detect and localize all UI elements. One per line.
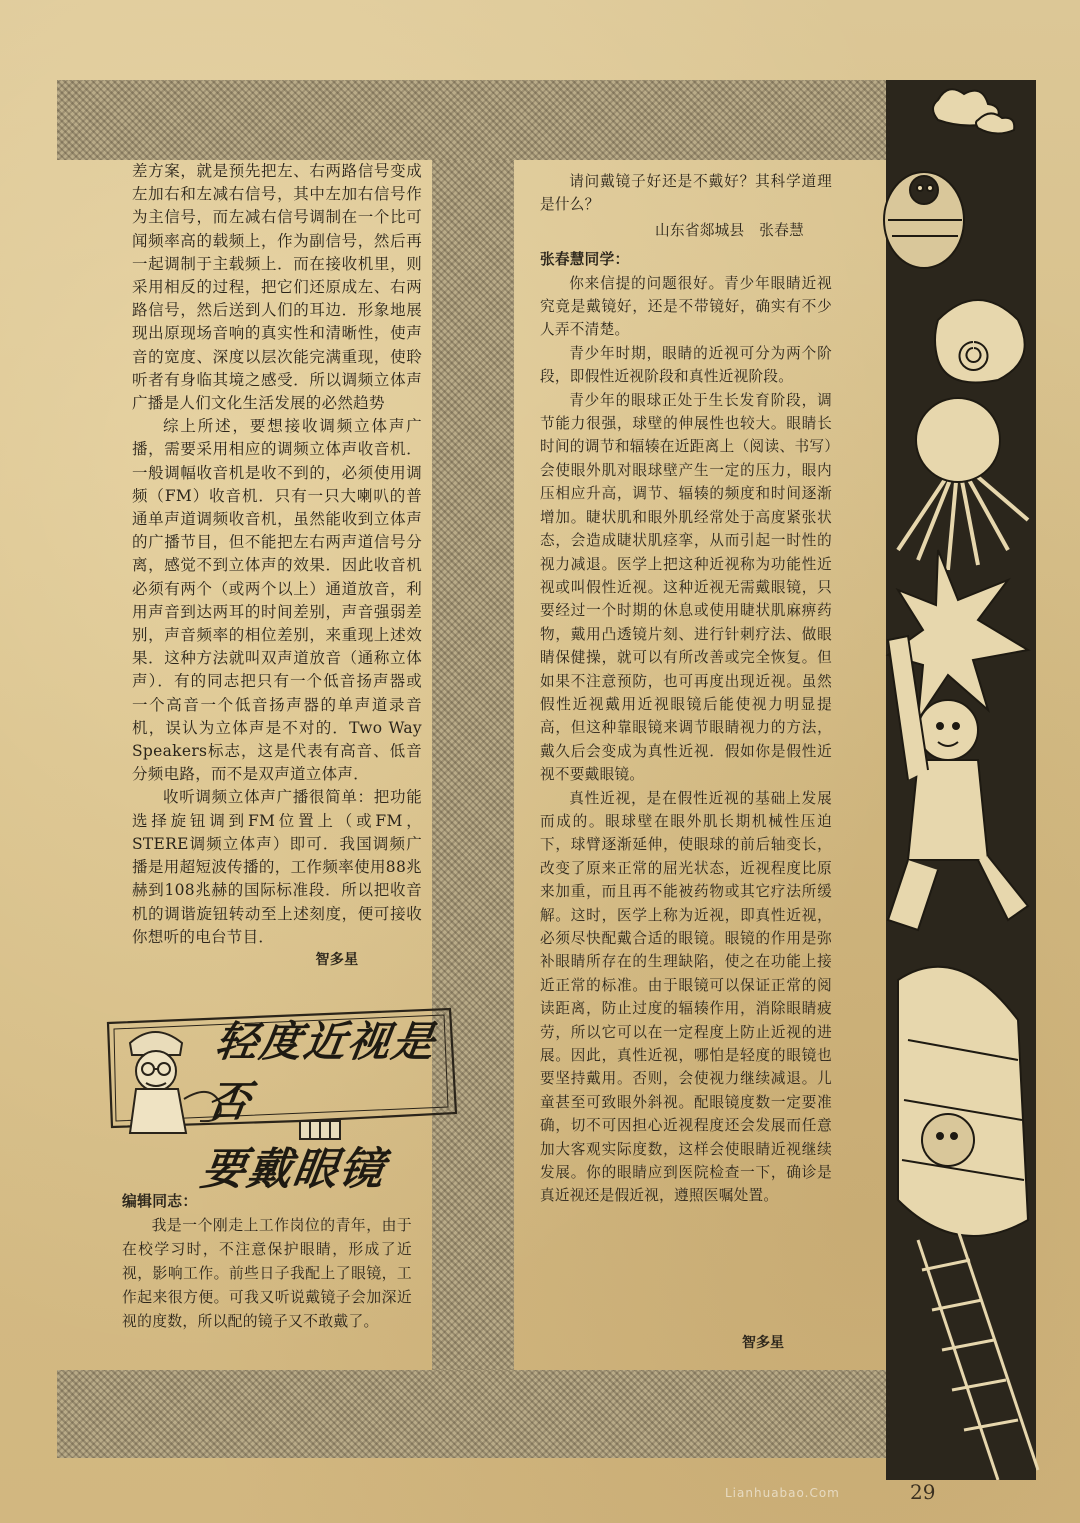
headline-line-1: 轻度近视是否 [203, 1017, 440, 1126]
letter-body: 我是一个刚走上工作岗位的青年，由于在校学习时，不注意保护眼睛，形成了近视，影响工作。前些日子我配上了眼镜，工作起来很方便。可我又听说戴镜子会加深近视的度数，所以配的镜子又不敢戴了。 [122, 1217, 412, 1330]
sun-icon [916, 398, 1000, 482]
left-column-article [132, 160, 422, 972]
headline-title [197, 1009, 462, 1197]
author-signature: 智多星 [315, 951, 359, 968]
page-number: 29 [910, 1480, 936, 1504]
robot-ship-icon [884, 172, 964, 268]
watermark: Lianhuabao.Com [725, 1486, 840, 1500]
reply-signature: 智多星 [742, 1335, 784, 1351]
top-hatched-band [57, 80, 887, 160]
reply-paragraph: 青少年时期，眼睛的近视可分为两个阶段，即假性近视阶段和真性近视阶段。 [540, 344, 832, 386]
reply-paragraph: 真性近视，是在假性近视的基础上发展而成的。眼球壁在眼外肌长期机械性压迫下，球臂逐渐延伸，使眼球的前后轴变长，改变了原来正常的屈光状态，近视程度比原来加重，而且再不能被药物或其它疗法所缓解。这时，医学上称为近视，即真性近视，必须尽快配戴合适的眼镜。眼镜的作用是弥补眼睛所存在的生理缺陷，使之在功能上接近正常的标准。由于眼镜可以保证正常的阅读距离，防止过度的辐辏作用，消除眼睛疲劳，所以它可以在一定程度上防止近视的进展。因此，真性近视，哪怕是轻度的眼镜也要坚持戴用。否则，会使视力继续减退。儿童甚至可致眼外斜视。配眼镜度数一定要准确，切不可因担心近视程度还会发展而任意加大客观实际度数，这样会使眼睛近视继续发展。你的眼睛应到医院检查一下，确诊是真近视还是假近视，遵照医嘱处置。 [540, 789, 832, 1205]
reply-paragraph: 青少年的眼球正处于生长发育阶段，调节能力很强，球壁的伸展性也较大。眼睛长时间的调节和辐辏在近距离上（阅读、书写）会使眼外肌对眼球壁产生一定的压力，眼内压相应升高，调节、辐辏的频度和时间逐渐增加。睫状肌和眼外肌经常处于高度紧张状态，会造成睫状肌痉挛，从而引起一时性的视力减退。医学上把这种近视称为功能性近视或叫假性近视。这种近视无需戴眼镜，只要经过一个时期的休息或使用睫状肌麻痹药物，戴用凸透镜片刻、进行针刺疗法、做眼睛保健操，就可以有所改善或完全恢复。但如果不注意预防，也可再度出现近视。虽然假性近视戴用近视眼镜后能使视力明显提高，但这种靠眼镜来调节眼睛视力的方法，戴久后会变成为真性近视．假如你是假性近视不要戴眼镜。 [540, 391, 832, 784]
letter-salutation: 编辑同志： [122, 1193, 198, 1210]
article-paragraph: 收听调频立体声广播很简单：把功能选择旋钮调到FM位置上（或FM，STERE调频立体声）即可．我国调频广播是用超短波传播的，工作频率使用88兆赫到108兆赫的国际标准段．所以把收音机的调谐旋钮转动至上述刻度，便可接收你想听的电台节目． [132, 788, 422, 946]
headline-line-2: 要戴眼镜 [197, 1144, 389, 1195]
headline-illustration [100, 1003, 462, 1195]
article-paragraph: 差方案，就是预先把左、右两路信号变成左加右和左减右信号，其中左加右信号作为主信号，而左减右信号调制在一个比可闻频率高的载频上，作为副信号，然后再一起调制于主载频上．而在接收机里，则采用相反的过程，把它们还原成左、右两路信号，然后送到人们的耳边．形象地展现出原现场音响的真实性和清晰性，使声音的宽度、深度以层次能完满重现，使聆听者有身临其境之感受．所以调频立体声广播是人们文化生活发展的必然趋势 [132, 162, 422, 413]
space-train-icon [898, 967, 1028, 1236]
article-paragraph: 综上所述，要想接收调频立体声广播，需要采用相应的调频立体声收音机．一般调幅收音机是收不到的，必须使用调频（FM）收音机．只有一只大喇叭的普通单声道调频收音机，虽然能收到立体声的广播节目，但不能把左右两声道信号分离，感觉不到立体声的效果．因此收音机必须有两个（或两个以上）通道放音，利用声音到达两耳的时间差别，声音强弱差别，声音频率的相位差别，来重现上述效果．这种方法就叫双声道放音（通称立体声）．有的同志把只有一个低音扬声器或一个高音一个低音扬声器的单声道录音机，误认为立体声是不对的．Two Way Speakers标志，这是代表有高音、低音分频电路，而不是双声道立体声． [132, 417, 422, 784]
decorative-art-strip [878, 80, 1046, 1480]
bottom-hatched-band [57, 1370, 887, 1458]
reader-letter [122, 1190, 412, 1334]
space-illustration [878, 80, 1046, 1480]
letter-sender: 山东省郯城县 张春慧 [655, 221, 804, 239]
letter-question: 请问戴镜子好还是不戴好？其科学道理是什么？ [540, 173, 832, 214]
reply-paragraph: 你来信提的问题很好。青少年眼睛近视究竟是戴镜好，还是不带镜好，确实有不少人弄不清楚。 [540, 274, 832, 339]
reply-salutation: 张春慧同学： [540, 251, 630, 269]
right-column-reply [540, 170, 832, 1208]
